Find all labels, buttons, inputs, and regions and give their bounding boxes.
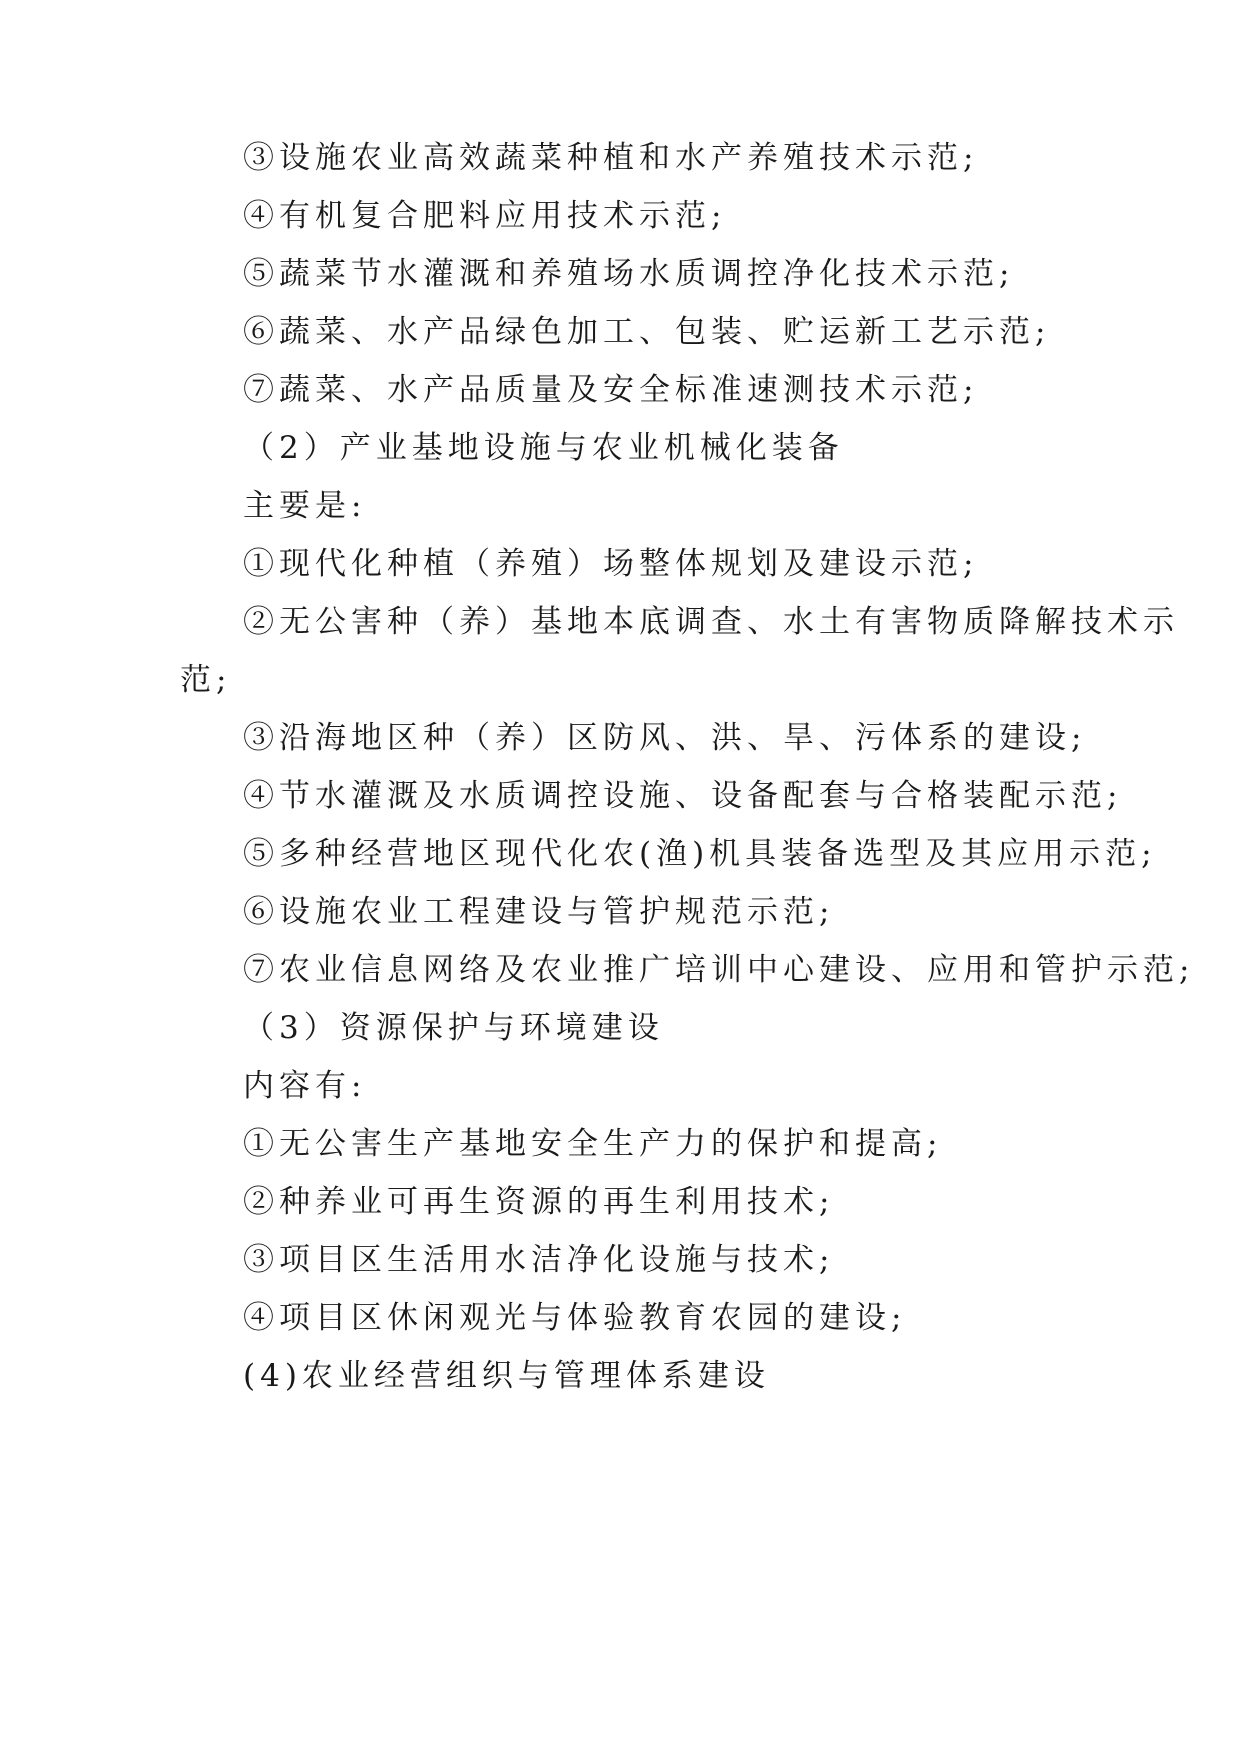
list-item: ③项目区生活用水洁净化设施与技术; [243,1242,835,1278]
list-item: ⑦农业信息网络及农业推广培训中心建设、应用和管护示范; [243,952,1195,988]
list-item: ⑥蔬菜、水产品绿色加工、包装、贮运新工艺示范; [243,314,1051,350]
list-item: ①无公害生产基地安全生产力的保护和提高; [243,1126,943,1162]
list-item: ③设施农业高效蔬菜种植和水产养殖技术示范; [243,140,979,176]
list-item: ⑥设施农业工程建设与管护规范示范; [243,894,835,930]
list-item: ⑦蔬菜、水产品质量及安全标准速测技术示范; [243,372,979,408]
section-heading: (4)农业经营组织与管理体系建设 [243,1358,770,1394]
paragraph-intro: 内容有: [243,1068,367,1104]
section-heading: （3）资源保护与环境建设 [243,1010,664,1046]
list-item: ⑤多种经营地区现代化农(渔)机具装备选型及其应用示范; [243,836,1157,872]
list-item: ②种养业可再生资源的再生利用技术; [243,1184,835,1220]
list-item: ④节水灌溉及水质调控设施、设备配套与合格装配示范; [243,778,1123,814]
list-item: ③沿海地区种（养）区防风、洪、旱、污体系的建设; [243,720,1087,756]
list-item: ②无公害种（养）基地本底调查、水土有害物质降解技术示 [243,604,1179,640]
list-item: ④项目区休闲观光与体验教育农园的建设; [243,1300,907,1336]
list-item: ⑤蔬菜节水灌溉和养殖场水质调控净化技术示范; [243,256,1015,292]
list-item: ①现代化种植（养殖）场整体规划及建设示范; [243,546,979,582]
list-item: ④有机复合肥料应用技术示范; [243,198,727,234]
paragraph-intro: 主要是: [243,488,367,524]
section-heading: （2）产业基地设施与农业机械化装备 [243,430,844,466]
list-item-continuation: 范; [180,662,232,698]
